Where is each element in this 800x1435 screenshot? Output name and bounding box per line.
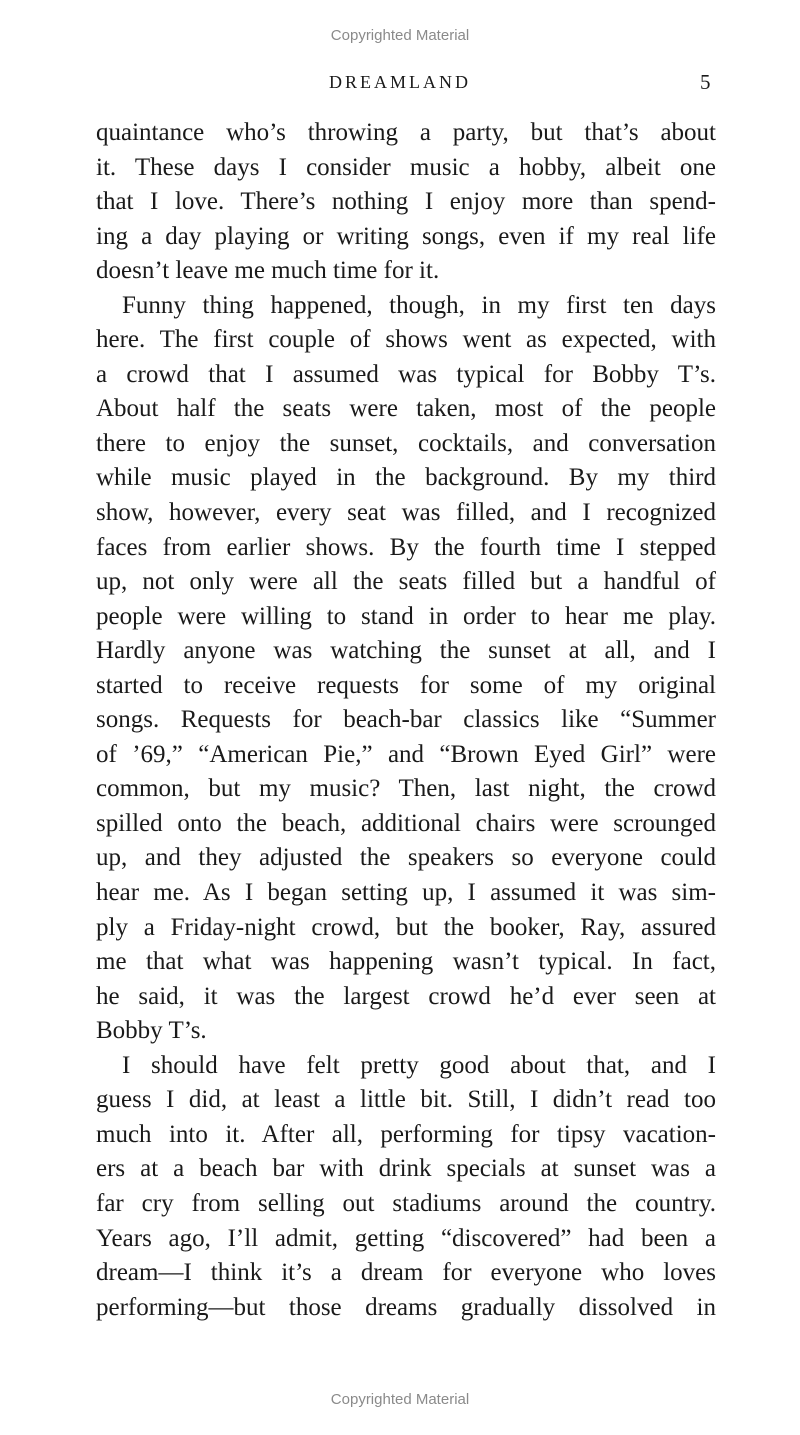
text-line: hear me. As I began setting up, I assumed it was sim-: [96, 879, 716, 907]
text-line: started to receive requests for some of my original: [96, 671, 716, 699]
text-line: I should have felt pretty good about that, and I: [122, 1051, 716, 1079]
text-line: up, not only were all the seats filled but a handful of: [96, 568, 716, 596]
text-line: ers at a beach bar with drink specials at sunset was a: [96, 1155, 716, 1183]
text-line: there to enjoy the sunset, cocktails, and conversation: [96, 429, 716, 457]
text-line: that I love. There’s nothing I enjoy more than spend-: [96, 188, 716, 216]
text-line: he said, it was the largest crowd he’d ever seen at: [96, 982, 716, 1010]
text-line: quaintance who’s throwing a party, but that’s about: [96, 119, 716, 146]
text-line: common, but my music? Then, last night, the crowd: [96, 775, 716, 803]
text-line: spilled onto the beach, additional chairs were scrounged: [96, 809, 716, 837]
text-line: faces from earlier shows. By the fourth time I stepped: [96, 533, 716, 561]
text-line: About half the seats were taken, most of the people: [96, 395, 716, 423]
text-line: of ’69,” “American Pie,” and “Brown Eyed Girl” were: [96, 740, 716, 768]
text-line: doesn’t leave me much time for it.: [96, 257, 440, 285]
text-line: Hardly anyone was watching the sunset at all, and I: [96, 637, 716, 665]
copyright-watermark-top: Copyrighted Material: [330, 27, 470, 44]
text-line: guess I did, at least a little bit. Still, I didn’t read too: [96, 1086, 716, 1114]
text-line: ing a day playing or writing songs, even if my real life: [96, 222, 716, 250]
copyright-watermark-bottom: Copyrighted Material: [330, 1391, 470, 1408]
text-line: Funny thing happened, though, in my first ten days: [122, 291, 716, 319]
text-line: while music played in the background. By my third: [96, 464, 716, 492]
text-line: up, and they adjusted the speakers so everyone could: [96, 844, 716, 872]
text-line: ply a Friday-night crowd, but the booker, Ray, assured: [96, 913, 716, 941]
text-line: here. The first couple of shows went as expected, with: [96, 326, 716, 354]
text-line: it. These days I consider music a hobby, albeit one: [96, 153, 716, 181]
page-number: 5: [700, 70, 711, 94]
text-line: much into it. After all, performing for tipsy vacation-: [96, 1120, 716, 1148]
text-line: far cry from selling out stadiums around the country.: [96, 1189, 716, 1217]
text-line: people were willing to stand in order to hear me play.: [96, 602, 716, 630]
text-line: songs. Requests for beach-bar classics like “Summer: [96, 706, 716, 734]
text-line: me that what was happening wasn’t typical. In fact,: [96, 948, 716, 976]
text-line: dream—I think it’s a dream for everyone who loves: [96, 1259, 716, 1287]
running-head: DREAMLAND: [329, 72, 471, 92]
text-line: Years ago, I’ll admit, getting “discovered” had been a: [96, 1224, 716, 1252]
text-line: a crowd that I assumed was typical for Bobby T’s.: [96, 360, 716, 388]
body-text: [96, 116, 716, 1325]
text-line: Bobby T’s.: [96, 1017, 207, 1045]
text-line: show, however, every seat was filled, and I recognized: [96, 499, 716, 527]
text-line: performing—but those dreams gradually dissolved in: [96, 1293, 716, 1321]
